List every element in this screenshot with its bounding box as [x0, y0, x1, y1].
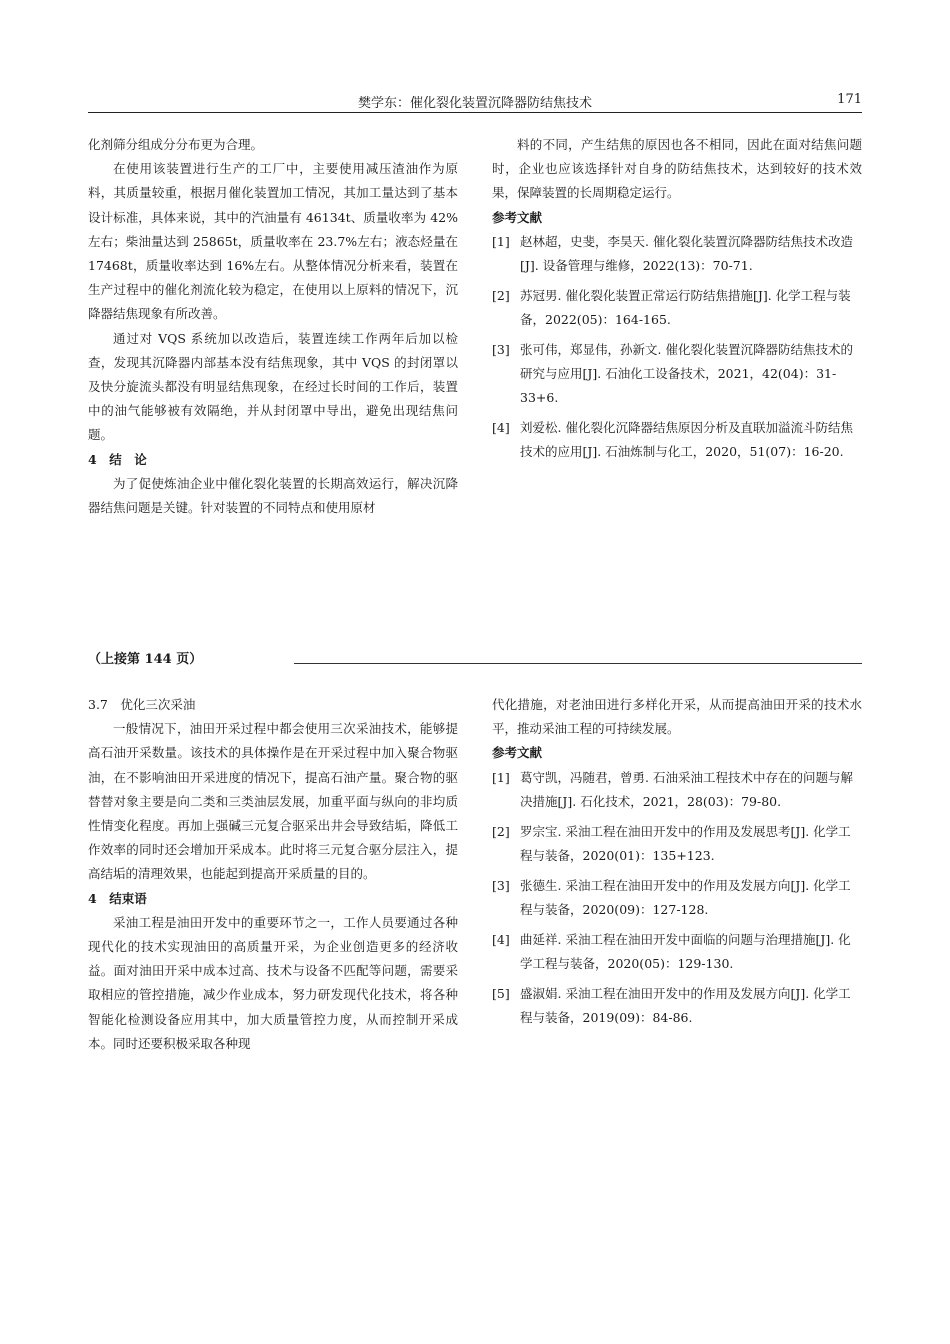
reference-text: 苏冠男. 催化裂化装置正常运行防结焦措施[J]. 化学工程与装备，2022(05)：164-165.: [520, 287, 851, 327]
section-heading: 4 结 论: [88, 451, 147, 467]
reference-number: [2]: [492, 823, 510, 839]
reference-number: [4]: [492, 931, 510, 947]
reference-number: [5]: [492, 985, 510, 1001]
section-heading: 4 结束语: [88, 890, 147, 906]
running-header: [88, 90, 862, 113]
reference-item: [492, 766, 862, 814]
reference-list: [492, 766, 862, 1030]
paragraph: 料的不同，产生结焦的原因也各不相同，因此在面对结焦问题时，企业也应该选择针对自身的防结焦技术，达到较好的技术效果，保障装置的长周期稳定运行。: [492, 137, 862, 201]
reference-text: 赵林超，史斐，李昊天. 催化裂化装置沉降器防结焦技术改造[J]. 设备管理与维修，2022(13)：70-71.: [520, 233, 853, 273]
page-number: 171: [837, 92, 862, 107]
reference-number: [1]: [492, 233, 510, 249]
reference-text: 罗宗宝. 采油工程在油田开发中的作用及发展思考[J]. 化学工程与装备，2020(01)：135+123.: [520, 823, 851, 863]
paragraph: 采油工程是油田开发中的重要环节之一，工作人员要通过各种现代化的技术实现油田的高质量开采，为企业创造更多的经济收益。面对油田开采中成本过高、技术与设备不匹配等问题，需要采取相应的管控措施，减少作业成本，努力研发现代化技术，将各种智能化检测设备应用其中，加大质量管控力度，从而控制开采成本。同时还要积极采取各种现: [88, 914, 458, 1051]
upper-left-column: [88, 133, 458, 520]
reference-number: [4]: [492, 419, 510, 435]
paragraph: 化剂筛分组成分分布更为合理。: [88, 137, 264, 152]
reference-item: [492, 284, 862, 332]
paragraph: 一般情况下，油田开采过程中都会使用三次采油技术，能够提高石油开采数量。该技术的具体操作是在开采过程中加入聚合物驱油，在不影响油田开采进度的情况下，提高石油产量。聚合物的驱替替对象主要是向二类和三类油层发展，加重平面与纵向的非均质性情变化程度。再加上强碱三元复合驱采出井会导致结垢，降低工作效率的同时还会增加开采成本。此时将三元复合驱分层注入，提高结垢的清理效果，也能起到提高开采质量的目的。: [88, 721, 458, 882]
reference-item: [492, 874, 862, 922]
reference-number: [2]: [492, 287, 510, 303]
reference-item: [492, 338, 862, 410]
reference-number: [1]: [492, 769, 510, 785]
reference-number: [3]: [492, 877, 510, 893]
references-title: 参考文献: [492, 209, 543, 225]
reference-text: 刘爱松. 催化裂化沉降器结焦原因分析及直联加溢流斗防结焦技术的应用[J]. 石油炼制与化工，2020，51(07)：16-20.: [520, 419, 853, 459]
reference-text: 葛守凯，冯随君，曾勇. 石油采油工程技术中存在的问题与解决措施[J]. 石化技术，2021，28(03)：79-80.: [520, 769, 853, 809]
reference-text: 盛淑娟. 采油工程在油田开发中的作用及发展方向[J]. 化学工程与装备，2019(09)：84-86.: [520, 985, 851, 1025]
reference-text: 张德生. 采油工程在油田开发中的作用及发展方向[J]. 化学工程与装备，2020(09)：127-128.: [520, 877, 851, 917]
references-title: 参考文献: [492, 745, 543, 761]
subsection-heading: 3.7 优化三次采油: [88, 697, 196, 712]
reference-item: [492, 928, 862, 976]
reference-item: [492, 416, 862, 464]
divider-line: [294, 663, 862, 664]
paragraph: 在使用该装置进行生产的工厂中，主要使用减压渣油作为原料，其质量较重，根据月催化装置加工情况，其加工量达到了基本设计标准，具体来说，其中的汽油量有 46134t、质量收率为 42%左右；柴油量达到 25865t，质量收率在 23.7%左右；液态烃量在 17468t，质量收率达到 16%左右。从整体情况分析来看，装置在生产过程中的催化剂流化较为稳定，在使用以上原料的情况下，沉降器结焦现象有所改善。: [88, 161, 458, 322]
reference-item: [492, 230, 862, 278]
reference-list: [492, 230, 862, 464]
reference-text: 曲延祥. 采油工程在油田开发中面临的问题与治理措施[J]. 化学工程与装备，2020(05)：129-130.: [520, 931, 851, 971]
lower-right-column: [492, 693, 862, 1036]
running-header-title: 樊学东：催化裂化装置沉降器防结焦技术: [357, 96, 592, 111]
continued-label: （上接第 144 页）: [88, 648, 208, 667]
continued-from-marker: [88, 648, 862, 670]
paragraph: 代化措施，对老油田进行多样化开采，从而提高油田开采的技术水平，推动采油工程的可持续发展。: [492, 697, 862, 737]
paragraph: 为了促使炼油企业中催化裂化装置的长期高效运行，解决沉降器结焦问题是关键。针对装置的不同特点和使用原材: [88, 475, 458, 516]
reference-item: [492, 820, 862, 868]
upper-right-column: [492, 133, 862, 470]
reference-item: [492, 982, 862, 1030]
reference-number: [3]: [492, 341, 510, 357]
reference-text: 张可伟，郑显伟，孙新文. 催化裂化装置沉降器防结焦技术的研究与应用[J]. 石油化工设备技术，2021，42(04)：31-33+6.: [520, 341, 853, 405]
paragraph: 通过对 VQS 系统加以改造后，装置连续工作两年后加以检查，发现其沉降器内部基本没有结焦现象，其中 VQS 的封闭罩以及快分旋流头都没有明显结焦现象，在经过长时间的工作后，装置中的油气能够被有效隔绝，并从封闭罩中导出，避免出现结焦问题。: [88, 330, 458, 443]
lower-left-column: [88, 693, 458, 1056]
